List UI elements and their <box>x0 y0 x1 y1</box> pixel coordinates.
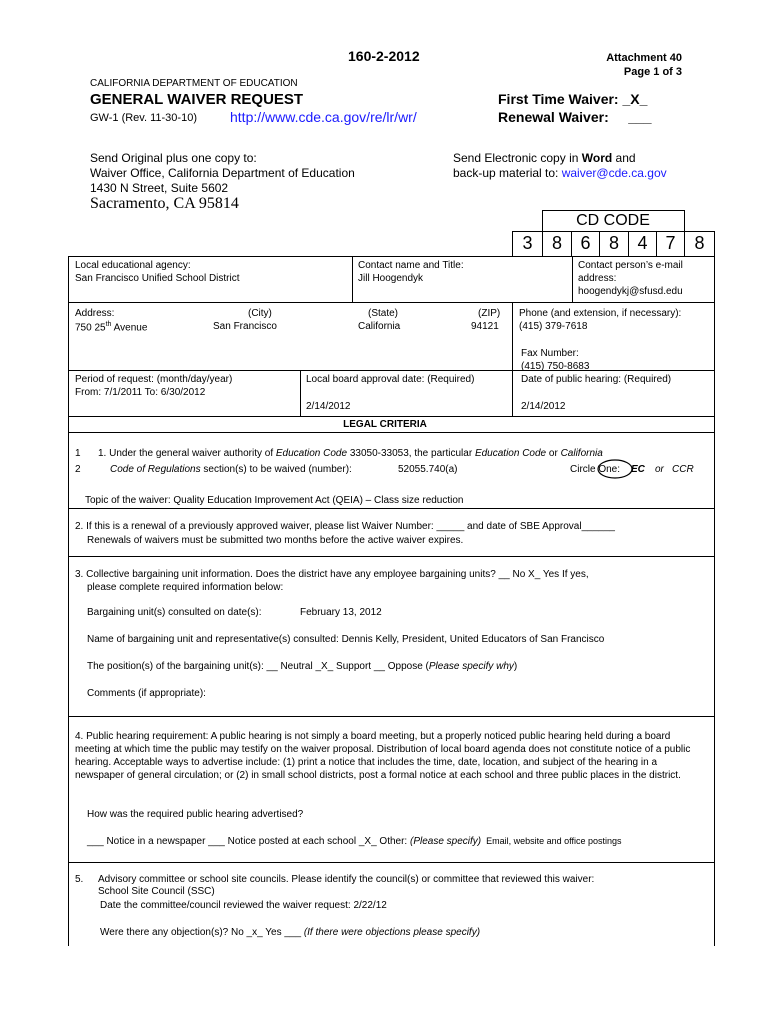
ec-circle-mark <box>596 458 634 480</box>
city-label: (City) <box>248 308 272 319</box>
send-electronic-text: Send Electronic copy in <box>453 151 582 165</box>
backup-material-text: back-up material to: <box>453 166 562 180</box>
zip-value: 94121 <box>471 321 499 332</box>
fax-label: Fax Number: <box>521 348 579 359</box>
cd-code-digit-5: 4 <box>637 233 648 253</box>
legal-line-1 <box>98 448 603 459</box>
position-text: The position(s) of the bargaining unit(s): __ Neutral _X_ Support __ Oppose ( <box>87 661 429 672</box>
form-id: GW-1 (Rev. 11-30-10) <box>90 112 197 124</box>
advertised-options-text: ___ Notice in a newspaper ___ Notice posted at each school _X_ Other: <box>87 836 410 847</box>
address-street <box>75 321 147 333</box>
contact-name-label: Contact name and Title: <box>358 260 464 271</box>
q2-line-2: Renewals of waivers must be submitted two months before the active waiver expires. <box>87 535 464 546</box>
send-original-line-2: Waiver Office, California Department of Education <box>90 166 355 180</box>
legal-text-1e: or <box>546 448 561 459</box>
send-original-line-1: Send Original plus one copy to: <box>90 151 257 165</box>
q5-line-3: Date the committee/council reviewed the waiver request: 2/22/12 <box>100 900 387 911</box>
legal-text-2a: Code of Regulations <box>110 464 201 475</box>
position-close: ) <box>513 661 518 672</box>
zip-label: (ZIP) <box>478 308 501 319</box>
send-electronic-line-2 <box>453 166 667 180</box>
public-hearing-requirement: 4. Public hearing requirement: A public hearing is not simply a board meeting, but a properly noticed public hearing held during a board meeting at which time the public may testify on the waiver proposal. Distribution of local board agenda does not constitute notice of a public hearing. Acceptable ways to advertise include: (1) print a notice that includes the time, date, location, and subject of the hearing in a newspaper of general circulation; or (2) in small school districts, post a formal notice at each school and three public places in the district. <box>75 731 691 781</box>
send-electronic-and: and <box>612 151 636 165</box>
legal-line-2 <box>110 464 352 475</box>
address-label: Address: <box>75 308 115 319</box>
board-approval-value: 2/14/2012 <box>306 401 351 412</box>
bargaining-consulted-label: Bargaining unit(s) consulted on date(s): <box>87 607 262 618</box>
q3-line-2: please complete required information below: <box>87 582 284 593</box>
contact-email-value: hoogendykj@sfusd.edu <box>578 286 683 297</box>
cd-code-digit-2: 8 <box>551 233 562 253</box>
ec-option: EC <box>631 464 645 475</box>
legal-text-2b: section(s) to be waived (number): <box>200 464 352 475</box>
first-time-waiver: First Time Waiver: _X_ <box>498 91 648 107</box>
cd-code-label: CD CODE <box>576 212 650 229</box>
q5-number: 5. <box>75 874 84 885</box>
q2-line-1: 2. If this is a renewal of a previously approved waiver, please list Waiver Number: _____ and date of SBE Approval______ <box>75 521 615 532</box>
q5-line-2: School Site Council (SSC) <box>98 886 215 897</box>
city-value: San Francisco <box>213 321 277 332</box>
renewal-waiver: Renewal Waiver: ___ <box>498 109 652 125</box>
line-number-2: 2 <box>75 464 81 475</box>
department-name: CALIFORNIA DEPARTMENT OF EDUCATION <box>90 78 298 89</box>
waiver-url-link[interactable]: http://www.cde.ca.gov/re/lr/wr/ <box>230 109 417 125</box>
form-title: GENERAL WAIVER REQUEST <box>90 91 304 108</box>
circle-one-label: Circle One: <box>570 464 621 475</box>
attachment-label: Attachment 40 <box>606 52 682 64</box>
period-label: Period of request: (month/day/year) <box>75 374 233 385</box>
send-original-line-4: Sacramento, CA 95814 <box>90 195 239 212</box>
legal-text-1b: Education Code <box>275 448 348 459</box>
cd-code-digit-4: 8 <box>608 233 619 253</box>
line-number-1: 1 <box>75 448 81 459</box>
lea-value: San Francisco Unified School District <box>75 273 240 284</box>
hearing-advertised-options <box>87 836 622 847</box>
q3-line-1: 3. Collective bargaining unit information. Does the district have any employee bargaining units? __ No X_ Yes If yes, <box>75 569 589 580</box>
legal-text-1f: California <box>560 448 603 459</box>
legal-text-1a: 1. Under the general waiver authority of <box>98 448 276 459</box>
contact-name-value: Jill Hoogendyk <box>358 273 424 284</box>
cd-code-digit-7: 8 <box>694 233 705 253</box>
position-specify: Please specify why <box>428 661 514 672</box>
bargaining-consulted-value: February 13, 2012 <box>300 607 382 618</box>
objection-specify: (If there were objections please specify) <box>303 927 481 938</box>
state-label: (State) <box>368 308 399 319</box>
legal-criteria-heading: LEGAL CRITERIA <box>343 419 427 430</box>
objection-text: Were there any objection(s)? No _x_ Yes ___ <box>100 927 304 938</box>
bargaining-comments: Comments (if appropriate): <box>87 688 206 699</box>
q5-line-1: Advisory committee or school site councils. Please identify the council(s) or committee that reviewed this waiver: <box>98 874 595 885</box>
advertised-other-value: Email, website and office postings <box>486 836 622 846</box>
street-number: 750 25 <box>75 322 106 334</box>
cd-code-digit-1: 3 <box>522 233 533 253</box>
send-electronic-line-1 <box>453 151 636 165</box>
public-hearing-value: 2/14/2012 <box>521 401 566 412</box>
hearing-advertised-question: How was the required public hearing advertised? <box>87 809 304 820</box>
lea-label: Local educational agency: <box>75 260 191 271</box>
legal-text-1d: Education Code <box>474 448 547 459</box>
waiver-topic: Topic of the waiver: Quality Education Improvement Act (QEIA) – Class size reduction <box>85 495 464 506</box>
public-hearing-label: Date of public hearing: (Required) <box>521 374 672 385</box>
fax-value: (415) 750-8683 <box>521 361 590 370</box>
document-number: 160-2-2012 <box>348 48 420 64</box>
board-approval-label: Local board approval date: (Required) <box>306 374 475 385</box>
or-text: or <box>655 464 664 475</box>
ccr-option: CCR <box>672 464 694 475</box>
state-value: California <box>358 321 401 332</box>
bargaining-unit-name: Name of bargaining unit and representative(s) consulted: Dennis Kelly, President, United Educators of San Francisco <box>87 634 605 645</box>
bargaining-position <box>87 661 517 672</box>
send-original-line-3: 1430 N Street, Suite 5602 <box>90 181 229 195</box>
contact-email-label-2: address: <box>578 273 617 284</box>
advertised-specify: (Please specify) <box>409 836 482 847</box>
contact-email-label-1: Contact person’s e-mail <box>578 260 683 271</box>
street-ordinal: th <box>105 321 112 328</box>
street-name: Avenue <box>111 322 148 334</box>
cd-code-digit-6: 7 <box>665 233 676 253</box>
q5-line-4 <box>100 927 480 938</box>
page-indicator: Page 1 of 3 <box>623 66 682 78</box>
phone-value: (415) 379-7618 <box>519 321 588 332</box>
phone-label: Phone (and extension, if necessary): <box>519 308 682 319</box>
cd-code-digit-3: 6 <box>580 233 591 253</box>
period-value: From: 7/1/2011 To: 6/30/2012 <box>75 387 206 398</box>
waiver-email-link[interactable]: waiver@cde.ca.gov <box>561 166 667 180</box>
legal-text-1c: 33050-33053, the particular <box>347 448 475 459</box>
section-number: 52055.740(a) <box>398 464 458 475</box>
word-format: Word <box>581 151 613 165</box>
